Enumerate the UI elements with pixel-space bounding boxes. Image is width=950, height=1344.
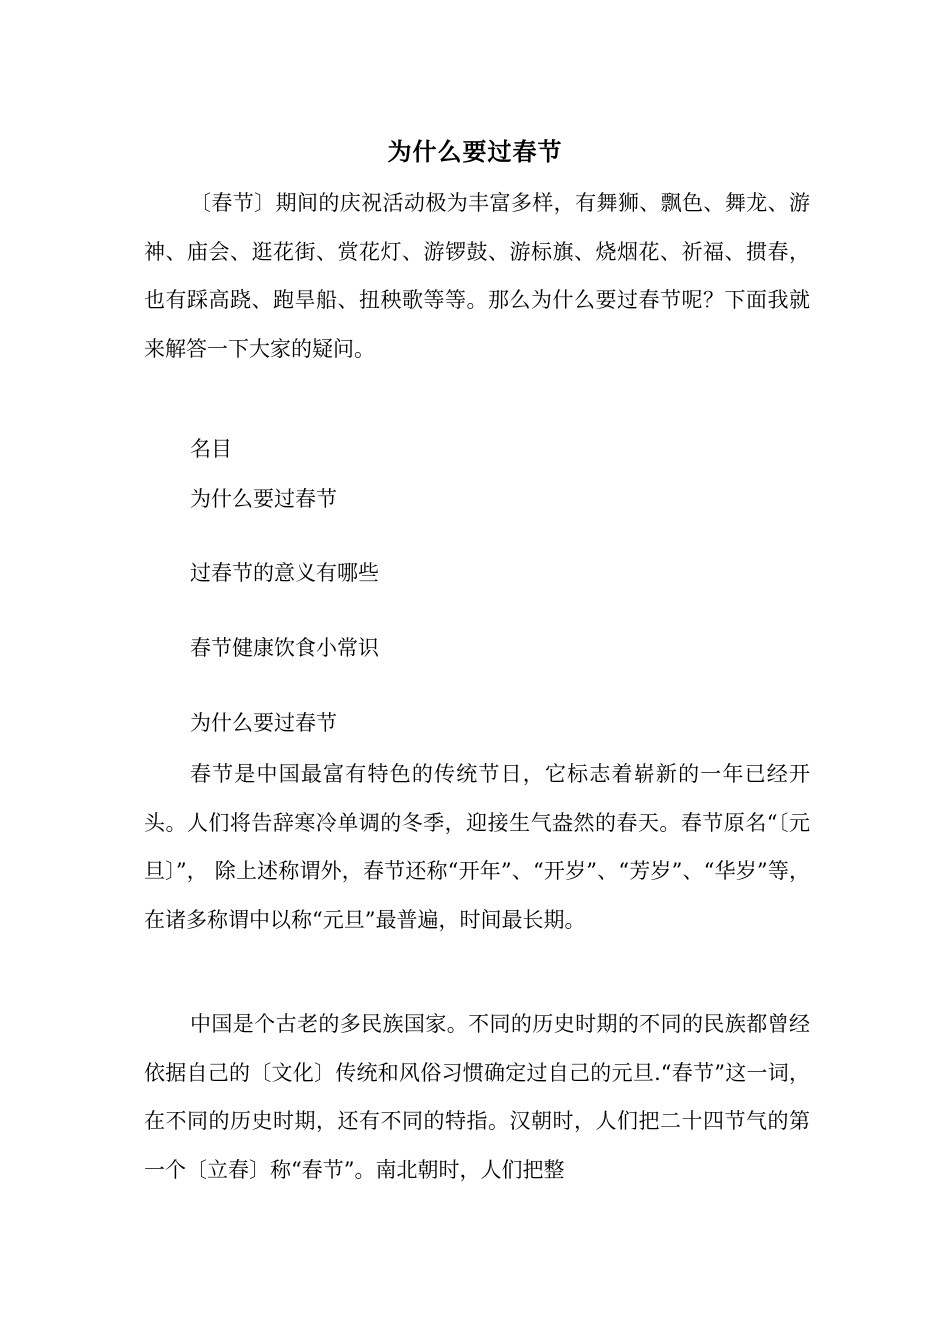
toc-item-healthy-diet: 春节健康饮食小常识 bbox=[190, 636, 379, 660]
body-paragraph-2: 中国是个古老的多民族国家。不同的历史时期的不同的民族都曾经依据自己的〔文化〕传统和风俗习惯确定过自己的元旦.“春节”这一词，在不同的历史时期，还有不同的特指。汉朝时，人们把二十四节气的第一个〔立春〕称“春节”。南北朝时，人们把整 bbox=[144, 1012, 810, 1182]
toc-item-why-celebrate: 为什么要过春节 bbox=[190, 487, 337, 511]
intro-paragraph: 〔春节〕期间的庆祝活动极为丰富多样，有舞狮、飘色、舞龙、游神、庙会、逛花街、赏花灯、游锣鼓、游标旗、烧烟花、祈福、掼春，也有踩高跷、跑旱船、扭秧歌等等。那么为什么要过春节呢？下面我就来解答一下大家的疑问。 bbox=[144, 191, 810, 361]
body-paragraph-1: 春节是中国最富有特色的传统节日，它标志着崭新的一年已经开头。人们将告辞寒冷单调的冬季，迎接生气盎然的春天。春节原名“〔元旦〕”， 除上述称谓外，春节还称“开年”、“开岁”、“芳岁”、“华岁”等，在诸多称谓中以称“元旦”最普遍，时间最长期。 bbox=[144, 762, 810, 932]
toc-heading: 名目 bbox=[190, 437, 232, 461]
section-heading: 为什么要过春节 bbox=[190, 711, 337, 735]
document-title: 为什么要过春节 bbox=[387, 137, 563, 166]
toc-item-meaning: 过春节的意义有哪些 bbox=[190, 561, 379, 585]
